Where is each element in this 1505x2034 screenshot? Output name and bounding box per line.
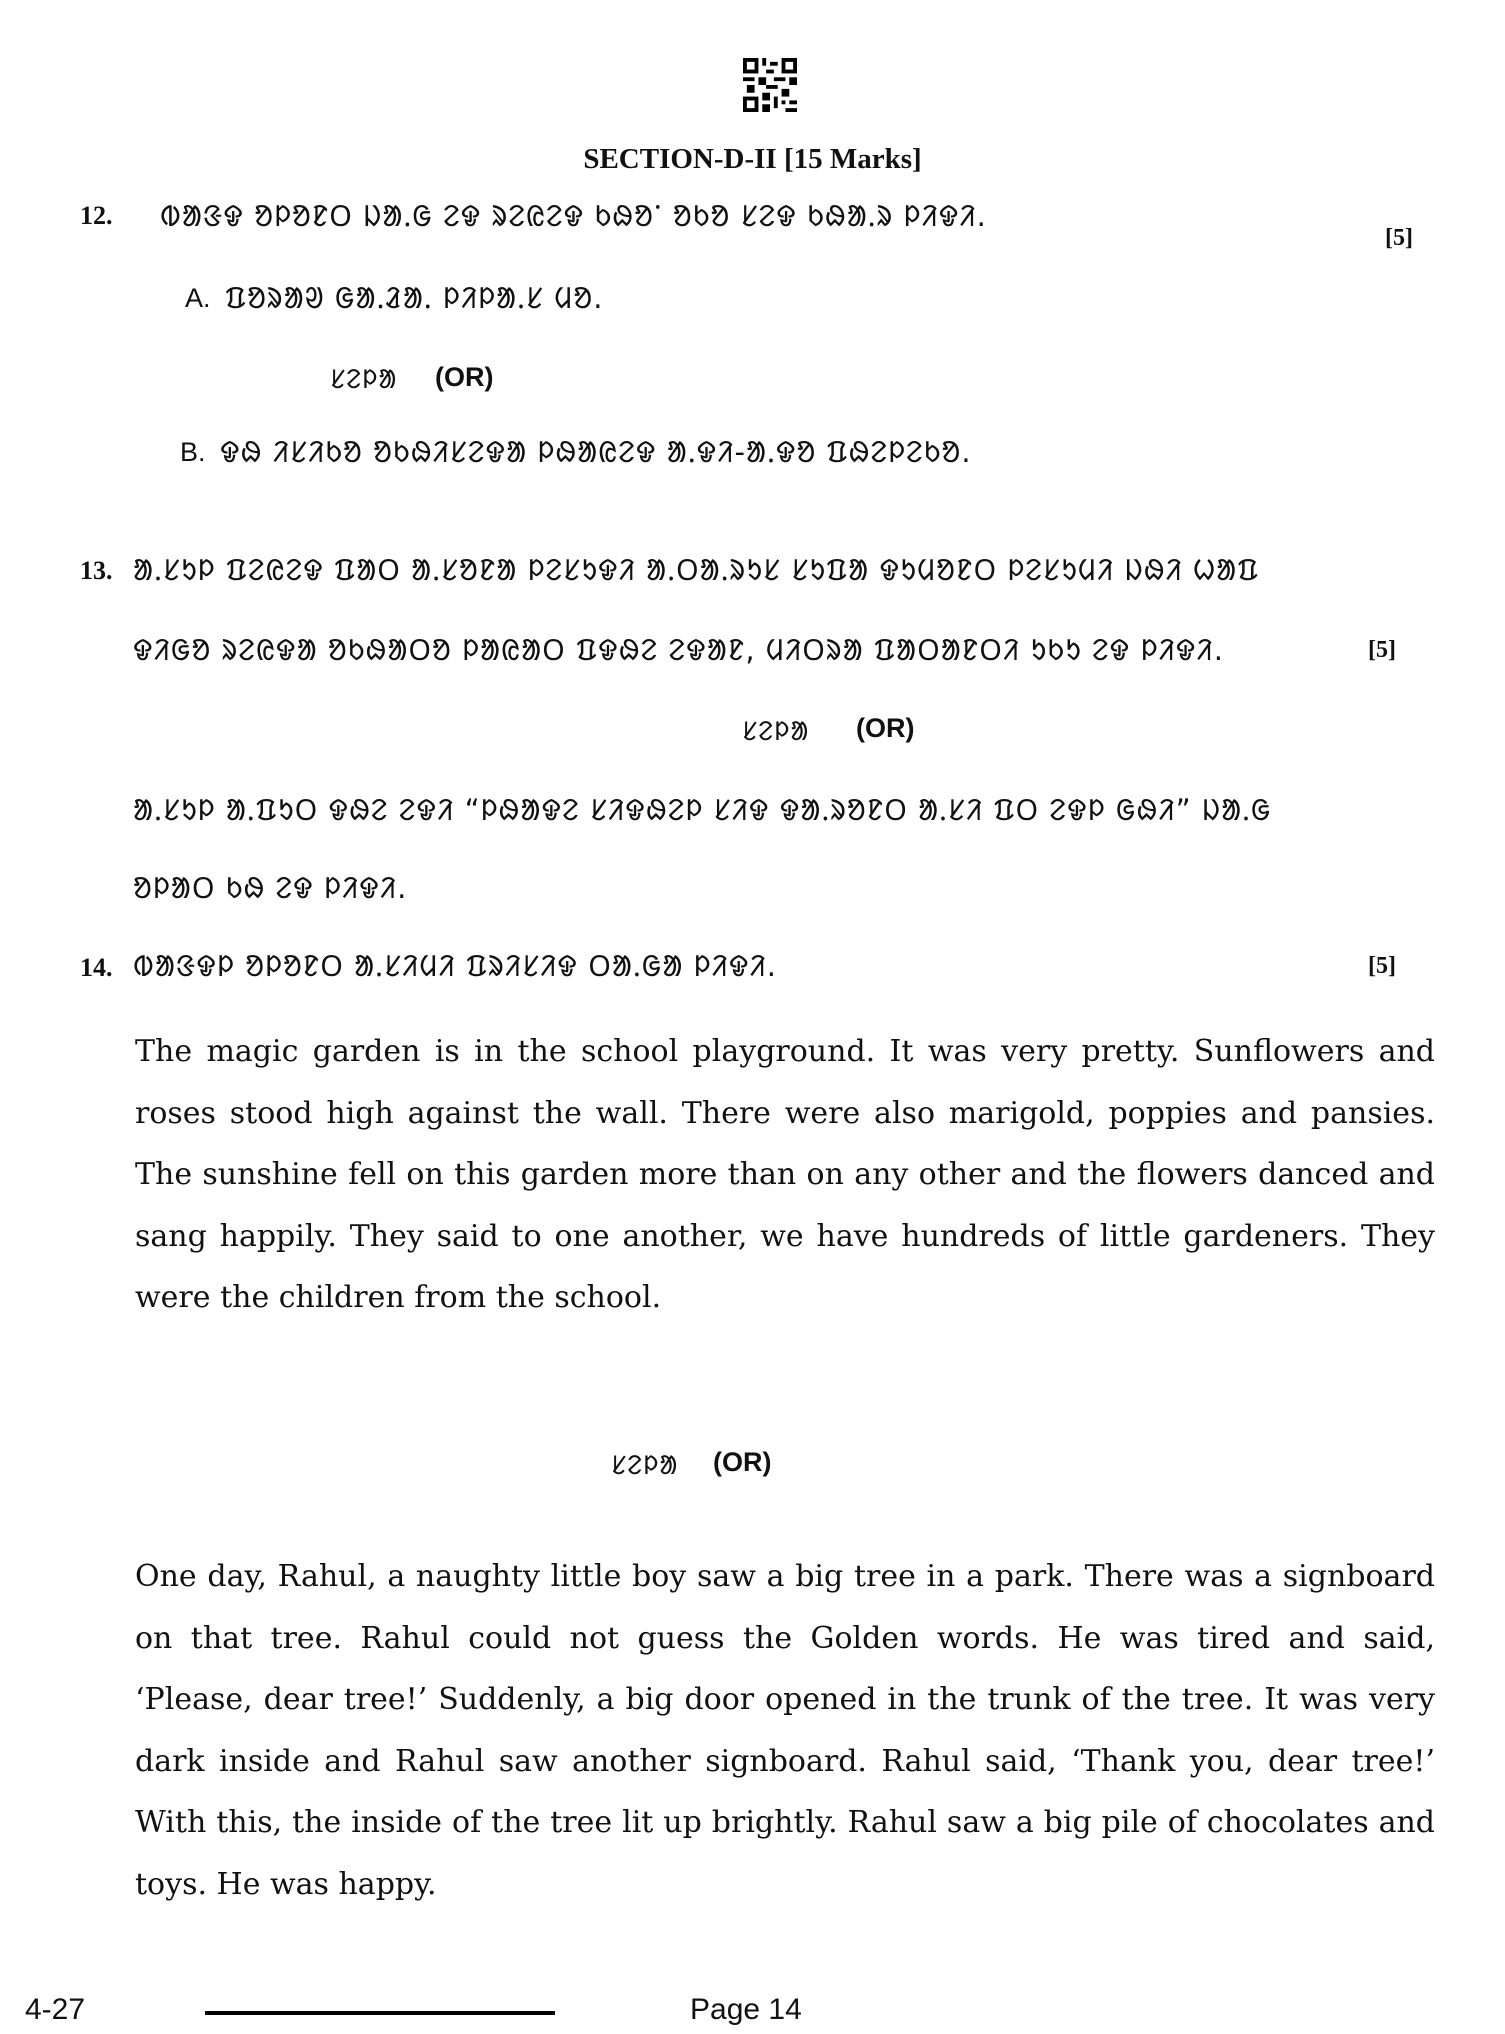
- question-12-number: 12.: [80, 201, 113, 230]
- qr-code-icon: [742, 58, 798, 112]
- page-number: Page 14: [690, 1993, 802, 2026]
- question-13-prompt-line-1: ᱟᱹᱥᱩᱞ ᱯᱮᱭᱮᱫ ᱯᱟᱛ ᱟᱹᱥᱚᱱᱟ ᱞᱮᱥᱩᱫᱤ ᱟᱹᱛᱟᱹᱨᱩᱥ ᱥᱩᱯᱟ ᱫᱩᱢᱚᱱᱛ ᱞᱮᱥᱩᱢᱤ ᱡᱷᱤ ᱦᱟᱯ: [133, 553, 1260, 587]
- footer-code: 4-27: [25, 1993, 86, 2026]
- question-13-prompt-line-2: ᱫᱤᱜᱚ ᱨᱮᱭᱫᱟ ᱚᱠᱷᱟᱛᱚ ᱞᱟᱭᱟᱛ ᱯᱫᱷᱮ ᱮᱫᱟᱱ, ᱢᱤᱛᱨᱟ ᱯᱟᱛᱟᱱᱛᱤ ᱩᱠᱩ ᱮᱫ ᱞᱤᱫᱤ.: [133, 633, 1224, 667]
- or-script-label: ᱥᱮᱞᱟ: [742, 717, 810, 747]
- section-title: SECTION-D-II [15 Marks]: [583, 143, 922, 175]
- option-a-label: A.: [185, 283, 211, 313]
- or-label: (OR): [435, 362, 494, 392]
- or-script-label: ᱥᱮᱞᱟ: [611, 1451, 679, 1481]
- or-script-label: ᱥᱮᱞᱟ: [330, 365, 398, 395]
- option-b-label: B.: [180, 437, 206, 467]
- question-14-number: 14.: [80, 953, 113, 982]
- option-a-text: ᱯᱚᱨᱟᱣ ᱜᱟᱹᱲᱟᱹ ᱞᱤᱞᱟᱹᱥ ᱢᱚ.: [225, 281, 604, 315]
- question-14-marks: [5]: [1368, 953, 1396, 979]
- question-13-alt-line-1: ᱟᱹᱥᱩᱞ ᱟᱹᱯᱩᱛ ᱫᱷᱮ ᱮᱫᱤ “ᱞᱷᱟᱫᱮ ᱥᱤᱫᱷᱮᱞ ᱥᱤᱫ ᱫᱟᱹᱨᱚᱱᱛ ᱟᱹᱥᱤ ᱯᱛ ᱮᱫᱞ ᱜᱷᱤ” ᱡᱟᱹᱜ: [133, 793, 1272, 827]
- passage-magic-garden: The magic garden is in the school playground. It was very pretty. Sunflowers and roses stood high against the wall. There were also marigold, poppies and pansies. The sunshine fell on this garden more than on any other and the flowers danced and sang happily. They said to one another, we have hundreds of little gardeners. They were the children from the school.: [135, 1034, 1435, 1315]
- question-12-prompt: ᱵᱟᱝᱫ ᱚᱞᱚᱱᱛ ᱡᱟᱹᱜ ᱮᱫ ᱨᱮᱭᱮᱫ ᱠᱷᱚᱸ ᱚᱠᱚ ᱥᱮᱫ ᱠᱷᱟᱹᱨ ᱞᱤᱫᱤ.: [160, 199, 987, 233]
- question-13-alt-line-2: ᱚᱞᱟᱛ ᱠᱷ ᱮᱫ ᱞᱤᱫᱤ.: [133, 871, 408, 905]
- question-12-marks: [5]: [1385, 225, 1413, 251]
- question-14-prompt: ᱵᱟᱝᱫᱞ ᱚᱞᱚᱱᱛ ᱟᱹᱥᱤᱢᱤ ᱯᱨᱤᱥᱤᱫ ᱛᱟᱹᱜᱟ ᱞᱤᱫᱤ.: [133, 949, 777, 983]
- passage-rahul-tree: One day, Rahul, a naughty little boy saw a big tree in a park. There was a signboard on that tree. Rahul could not guess the Golden words. He was tired and said, ‘Please, dear tree!’ Suddenly, a big door opened in the trunk of the tree. It was very dark inside and Rahul saw another signboard. Rahul said, ‘Thank you, dear tree!’ With this, the inside of the tree lit up brightly. Rahul saw a big pile of chocolates and toys. He was happy.: [135, 1559, 1435, 1902]
- footer-divider: [205, 2011, 555, 2015]
- question-13-number: 13.: [80, 556, 113, 585]
- or-label: (OR): [856, 713, 915, 743]
- question-13-marks: [5]: [1368, 637, 1396, 663]
- option-b-text: ᱫᱷ ᱤᱥᱤᱠᱚ ᱚᱠᱷᱤᱥᱮᱫᱟ ᱞᱷᱟᱭᱮᱫ ᱟᱹᱫᱤ-ᱟᱹᱫᱚ ᱯᱷᱮᱞᱮᱠᱚ.: [220, 435, 972, 469]
- or-label: (OR): [713, 1447, 772, 1477]
